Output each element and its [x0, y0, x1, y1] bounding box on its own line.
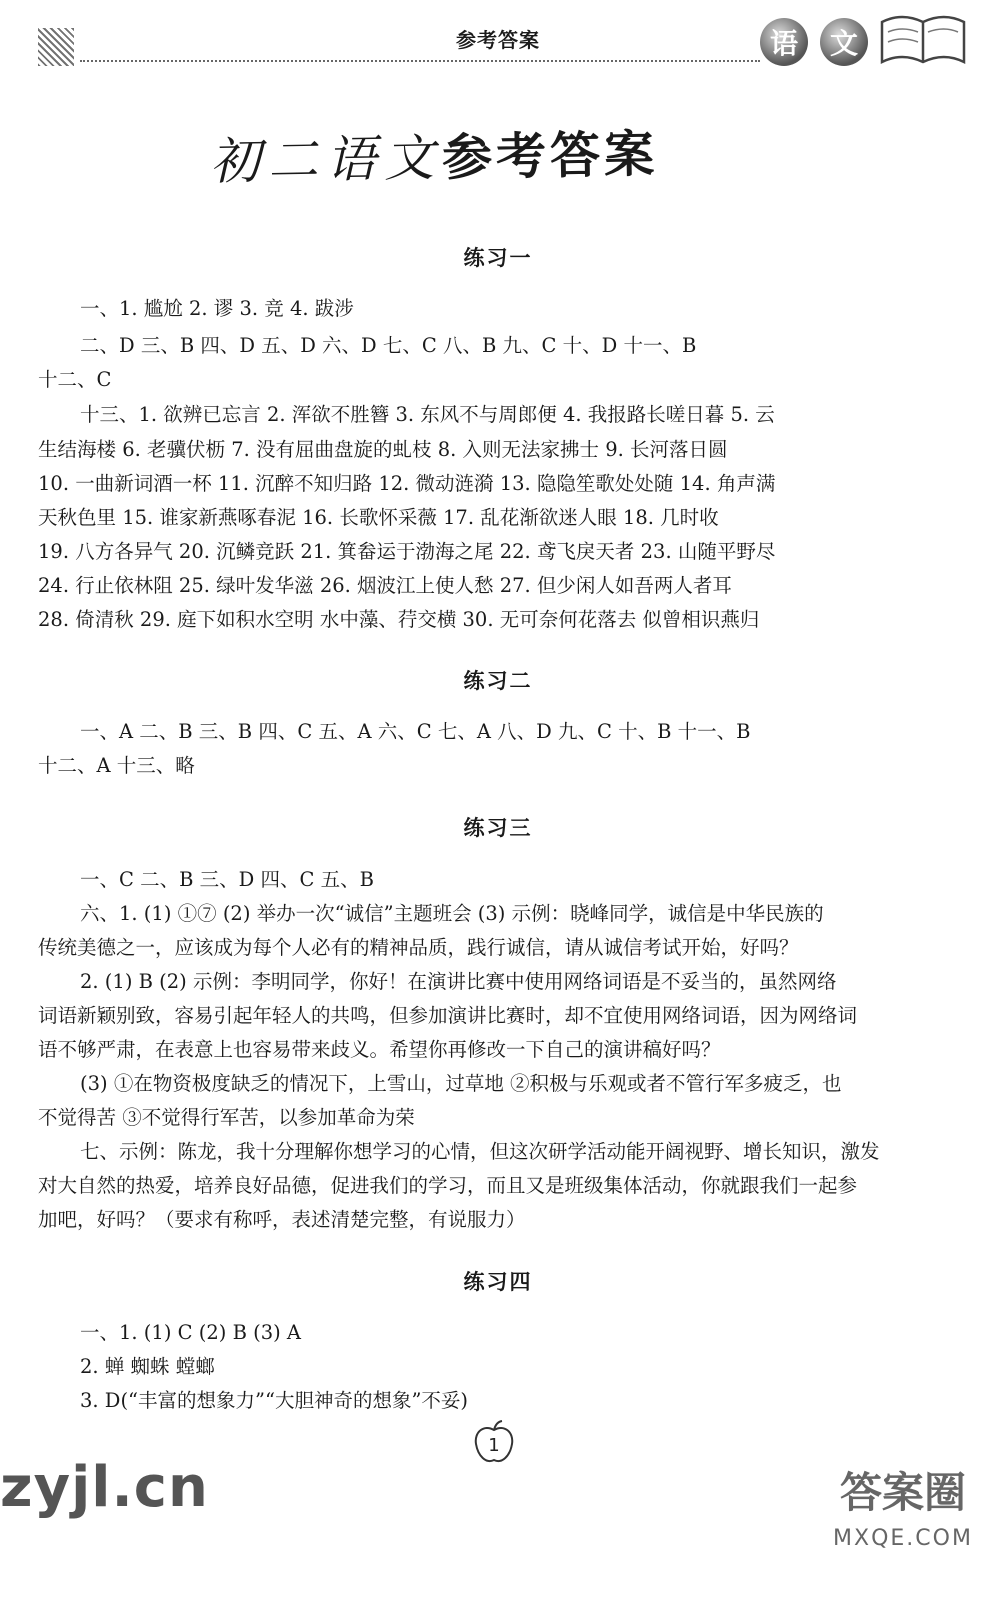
- answer-line: 十三、1. 欲辨已忘言 2. 浑欲不胜簪 3. 东风不与周郎便 4. 我报路长嗟日暮 5. 云: [80, 403, 775, 426]
- answer-line: 十二、A 十三、略: [38, 754, 195, 777]
- page-number-apple-icon: [470, 1418, 518, 1466]
- subject-badge-1: 语: [760, 18, 808, 66]
- answer-line: 24. 行止依林阻 25. 绿叶发华滋 26. 烟波江上使人愁 27. 但少闲人如吾两人者耳: [38, 574, 732, 597]
- main-title: [209, 114, 658, 194]
- answer-line: (3) ①在物资极度缺乏的情况下，上雪山，过草地 ②积极与乐观或者不管行军多疲乏，也: [80, 1072, 842, 1095]
- watermark-left: zyjl.cn: [0, 1455, 209, 1520]
- answer-line: 六、1. (1) ①⑦ (2) 举办一次“诚信”主题班会 (3) 示例：晓峰同学，诚信是中华民族的: [80, 902, 824, 925]
- answer-line: 2. 蝉 蜘蛛 螳螂: [80, 1355, 215, 1378]
- watermark-right-bottom: MXQE.COM: [833, 1526, 973, 1551]
- answer-line: 生结海楼 6. 老骥伏枥 7. 没有屈曲盘旋的虬枝 8. 入则无法家拂士 9. 长河落日圆: [38, 438, 728, 461]
- section-title-2: 练习二: [463, 669, 533, 693]
- answer-line: 七、示例：陈龙，我十分理解你想学习的心情，但这次研学活动能开阔视野、增长知识，激发: [80, 1140, 880, 1163]
- answer-line: 一、1. 尴尬 2. 谬 3. 竞 4. 跋涉: [80, 297, 354, 320]
- section-title-1: 练习一: [463, 246, 533, 270]
- page-number: 1: [488, 1435, 500, 1456]
- answer-line: 不觉得苦 ③不觉得行军苦，以参加革命为荣: [38, 1106, 415, 1129]
- answer-line: 二、D 三、B 四、D 五、D 六、D 七、C 八、B 九、C 十、D 十一、B: [80, 334, 697, 357]
- answer-line: 2. (1) B (2) 示例：李明同学，你好！在演讲比赛中使用网络词语是不妥当的，虽然网络: [80, 970, 837, 993]
- answer-line: 词语新颖别致，容易引起年轻人的共鸣，但参加演讲比赛时，却不宜使用网络词语，因为网络词: [38, 1004, 858, 1027]
- open-book-icon: [878, 12, 968, 68]
- answer-line: 加吧，好吗？（要求有称呼，表述清楚完整，有说服力）: [38, 1208, 526, 1231]
- main-title-printed: 参考答案: [441, 124, 659, 187]
- answer-line: 一、1. (1) C (2) B (3) A: [80, 1321, 301, 1344]
- answer-line: 28. 倚清秋 29. 庭下如积水空明 水中藻、荇交横 30. 无可奈何花落去 似曾相识燕归: [38, 608, 760, 631]
- answer-line: 3. D(“丰富的想象力”“大胆神奇的想象”不妥): [80, 1389, 469, 1412]
- answer-line: 语不够严肃，在表意上也容易带来歧义。希望你再修改一下自己的演讲稿好吗？: [38, 1038, 721, 1061]
- header-divider: [80, 60, 760, 62]
- answer-line: 天秋色里 15. 谁家新燕啄春泥 16. 长歌怀采薇 17. 乱花渐欲迷人眼 18. 几时收: [38, 506, 719, 529]
- header-title: 参考答案: [456, 28, 540, 52]
- section-title-3: 练习三: [463, 816, 533, 840]
- watermark-right: [828, 1460, 978, 1580]
- answer-line: 19. 八方各异气 20. 沉鳞竞跃 21. 箕畚运于渤海之尾 22. 鸢飞戾天者 23. 山随平野尽: [38, 540, 776, 563]
- answer-line: 10. 一曲新词酒一杯 11. 沉醉不知归路 12. 微动涟漪 13. 隐隐笙歌处处随 14. 角声满: [38, 472, 776, 495]
- watermark-right-top: 答案圈: [839, 1468, 966, 1517]
- section-title-4: 练习四: [463, 1270, 533, 1294]
- answer-line: 一、A 二、B 三、B 四、C 五、A 六、C 七、A 八、D 九、C 十、B 十一、B: [80, 720, 751, 743]
- answer-line: 传统美德之一，应该成为每个人必有的精神品质，践行诚信，请从诚信考试开始，好吗？: [38, 936, 799, 959]
- answer-line: 对大自然的热爱，培养良好品德，促进我们的学习，而且又是班级集体活动，你就跟我们一起参: [38, 1174, 858, 1197]
- answer-line: 十二、C: [38, 368, 112, 391]
- main-title-handwritten: 初二语文: [209, 128, 443, 191]
- subject-badge-2: 文: [820, 18, 868, 66]
- answer-line: 一、C 二、B 三、D 四、C 五、B: [80, 868, 374, 891]
